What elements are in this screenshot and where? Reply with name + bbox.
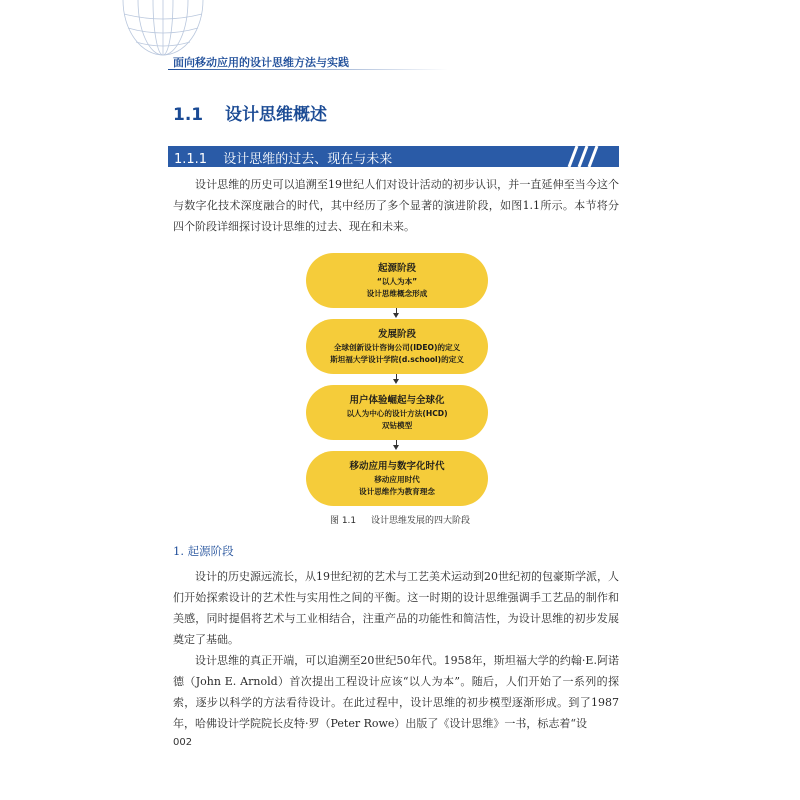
stage-line: 以人为中心的设计方法(HCD)	[346, 408, 448, 418]
running-head-rule	[168, 69, 448, 70]
stage-mobile-digital	[306, 451, 488, 506]
stage-ux-globalization	[306, 385, 488, 440]
subsection-heading-bar	[168, 146, 619, 167]
subsection-number: 1.1.1	[174, 152, 208, 167]
stage-origin	[306, 253, 488, 308]
figure-caption-number: 图 1.1	[329, 516, 357, 526]
stage-title: 移动应用与数字化时代	[349, 460, 445, 472]
stage-line: 斯坦福大学设计学院(d.school)的定义	[330, 354, 464, 364]
stage-title: 起源阶段	[377, 262, 416, 274]
stage-line: 设计思维作为教育理念	[359, 486, 435, 496]
arrow-down-icon	[306, 440, 488, 451]
stage-line: “以人为本”	[376, 276, 418, 286]
stage-title: 发展阶段	[377, 328, 416, 340]
running-head: 面向移动应用的设计思维方法与实践	[173, 56, 349, 69]
intro-paragraph: 设计思维的历史可以追溯至19世纪人们对设计活动的初步认识，并一直延伸至当今这个与数字化技术深度融合的时代，其中经历了多个显著的演进阶段，如图1.1所示。本节将分四个阶段详细探讨设计思维的过去、现在和未来。	[173, 178, 619, 233]
globe-decoration-icon	[118, 0, 208, 60]
sub-heading: 1. 起源阶段	[173, 544, 234, 558]
body-paragraph: 设计的历史源远流长，从19世纪初的艺术与工艺美术运动到20世纪初的包豪斯学派，人们开始探索设计的艺术性与实用性之间的平衡。这一时期的设计思维强调手工艺品的制作和美感，同时提倡将艺术与工业相结合，注重产品的功能性和简洁性，为设计思维的初步发展奠定了基础。	[173, 570, 619, 646]
stage-line: 设计思维概念形成	[366, 288, 428, 298]
stage-line: 双钻模型	[381, 420, 413, 430]
figure-caption	[0, 513, 800, 526]
section-title-text: 设计思维概述	[225, 105, 328, 125]
body-paragraph: 设计思维的真正开端，可以追溯至20世纪50年代。1958年，斯坦福大学的约翰·E.阿诺德（John E. Arnold）首次提出工程设计应该“以人为本”。随后，人们开始了一系列的探索，逐步以科学的方法看待设计。在此过程中，设计思维的初步模型逐渐形成。到了1987年，哈佛设计学院院长皮特·罗（Peter Rowe）出版了《设计思维》一书，标志着“设	[173, 654, 619, 730]
figure-caption-text: 设计思维发展的四大阶段	[371, 516, 471, 526]
arrow-down-icon	[306, 308, 488, 319]
subsection-title-text: 设计思维的过去、现在与未来	[223, 152, 393, 167]
arrow-down-icon	[306, 374, 488, 385]
page-number: 002	[173, 737, 193, 748]
section-number: 1.1	[173, 105, 204, 125]
subsection-title	[174, 148, 392, 167]
stage-development	[306, 319, 488, 374]
stage-line: 移动应用时代	[374, 474, 420, 484]
stage-line: 全球创新设计咨询公司(IDEO)的定义	[333, 342, 461, 352]
stage-title: 用户体验崛起与全球化	[349, 394, 445, 406]
stage-flowchart	[306, 253, 488, 506]
stripes-decoration-icon	[563, 146, 603, 167]
section-title	[173, 100, 327, 125]
